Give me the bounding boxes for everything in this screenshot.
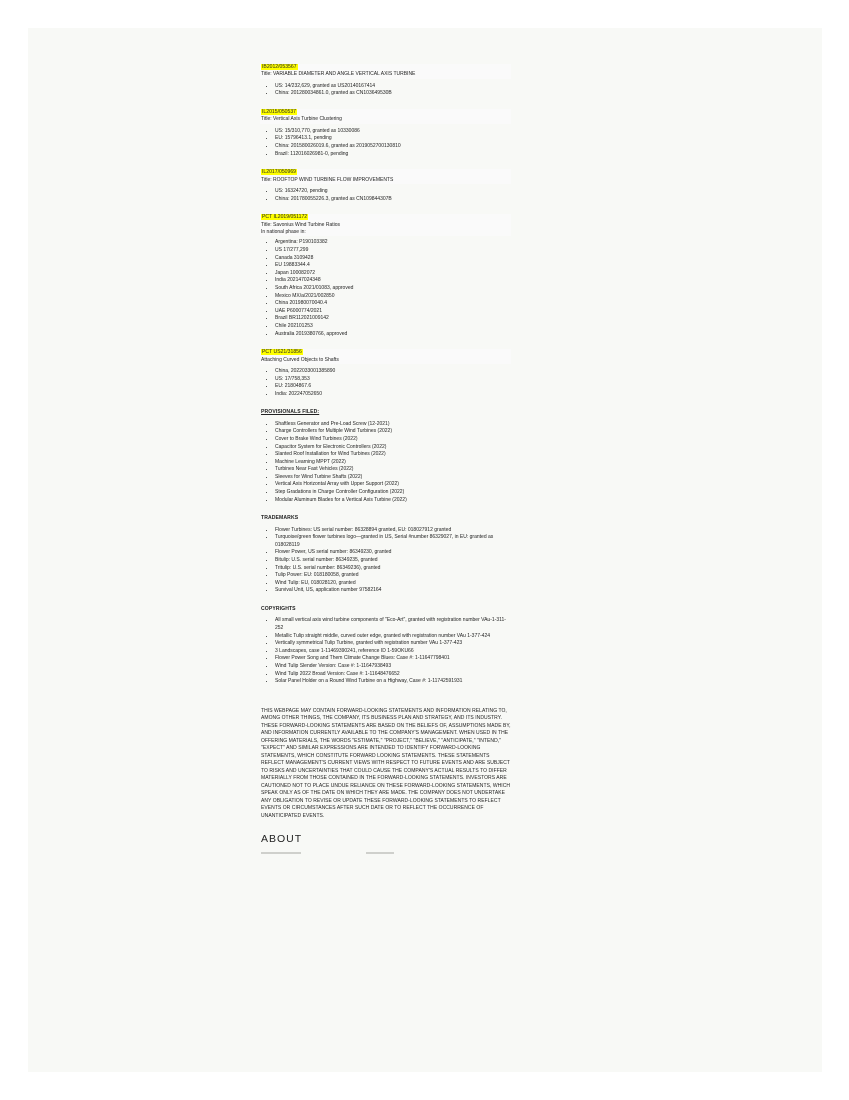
- patent-title: Title: Vertical Axis Turbine Clustering: [261, 116, 342, 123]
- list-item: • Slanted Roof Installation for Wind Turbines (2022): [275, 451, 511, 459]
- list-item: • Argentina: P190103382: [275, 239, 511, 247]
- list-item: • Solar Panel Holder on a Round Wind Turbine on a Highway, Case #: 1-11742591931: [275, 678, 511, 686]
- trademarks-heading: TRADEMARKS: [261, 515, 299, 522]
- list-item: • EU 19883344.4: [275, 262, 511, 270]
- patent-subtitle: In national phase in:: [261, 229, 306, 235]
- list-item: • Wind Tulip Slender Version: Case #: 1-11647938493: [275, 663, 511, 671]
- about-heading: ABOUT: [261, 833, 303, 846]
- forward-looking-disclaimer: THIS WEBPAGE MAY CONTAIN FORWARD-LOOKING STATEMENTS AND INFORMATION RELATING TO, AMONG OTHER THINGS, THE COMPANY, ITS BUSINESS PLAN AND STRATEGY, AND ITS INDUSTRY. THESE FORWARD-LOOKING STATEMENTS ARE BASED ON THE BELIEFS OF, ASSUMPTIONS MADE BY, AND INFORMATION CURRENTLY AVAILABLE TO THE COMPANY'S MANAGEMENT. WHEN USED IN THE OFFERING MATERIALS, THE WORDS "ESTIMATE," "PROJECT," "BELIEVE," "ANTICIPATE," "INTEND," "EXPECT" AND SIMILAR EXPRESSIONS ARE INTENDED TO IDENTIFY FORWARD-LOOKING STATEMENTS, WHICH CONSTITUTE FORWARD LOOKING STATEMENTS. THESE STATEMENTS REFLECT MANAGEMENT'S CURRENT VIEWS WITH RESPECT TO FUTURE EVENTS AND ARE SUBJECT TO RISKS AND UNCERTAINTIES THAT COULD CAUSE THE COMPANY'S ACTUAL RESULTS TO DIFFER MATERIALLY FROM THOSE CONTAINED IN THE FORWARD-LOOKING STATEMENTS. INVESTORS ARE CAUTIONED NOT TO PLACE UNDUE RELIANCE ON THESE FORWARD-LOOKING STATEMENTS, WHICH SPEAK ONLY AS OF THE DATE ON WHICH THEY ARE MADE. THE COMPANY DOES NOT UNDERTAKE ANY OBLIGATION TO REVISE OR UPDATE THESE FORWARD-LOOKING STATEMENTS TO REFLECT EVENTS OR CIRCUMSTANCES AFTER SUCH DATE OR TO REFLECT THE OCCURRENCE OF UNANTICIPATED EVENTS.: [261, 707, 511, 819]
- patent-id: IL2015/050537: [262, 109, 296, 115]
- list-item: • Mexico MX/a/2021/002850: [275, 293, 511, 301]
- copyrights-heading: COPYRIGHTS: [261, 606, 296, 612]
- page-background: [28, 28, 822, 1072]
- patent-header: [260, 169, 511, 184]
- list-item: • Survival Unit, US, application number 97582164: [275, 587, 511, 595]
- list-item: • Tritulip: U.S. serial number: 86349236), granted: [275, 565, 511, 573]
- patent-title: Title: VARIABLE DIAMETER AND ANGLE VERTICAL AXIS TURBINE: [261, 71, 416, 78]
- trademarks-list: [261, 527, 511, 595]
- list-item: • Australia 2019380766, approved: [275, 331, 511, 339]
- list-item: • Step Gradations in Charge Controller Configuration (2022): [275, 489, 511, 497]
- list-item: • Capacitor System for Electronic Controllers (2022): [275, 444, 511, 452]
- list-item: • Flower Power Song and Them Climate Change Blues: Case #: 1-11647798401: [275, 655, 511, 663]
- list-item: • China, 2022033001385890: [275, 368, 511, 376]
- patent-list: [261, 188, 511, 203]
- patent-header: [260, 109, 511, 124]
- list-item: • India: 202247052650: [275, 391, 511, 399]
- list-item: • Flower Power, US serial number: 86349230, granted: [275, 549, 511, 557]
- patent-header: [260, 64, 511, 79]
- patent-block: [261, 169, 511, 203]
- patent-header: [260, 349, 511, 364]
- list-item: • Brazil BR112021009142: [275, 315, 511, 323]
- list-item: • Wind Tulip: EU, 018028120, granted: [275, 580, 511, 588]
- patent-id: IL2017/050969: [262, 169, 296, 176]
- list-item: • Flower Turbines: US serial number: 86328894 granted, EU: 018027912 granted: [275, 527, 511, 535]
- list-item: • US: 17/758,353: [275, 376, 511, 384]
- list-item: • Shaftless Generator and Pre-Load Screw (12-2021): [275, 421, 511, 429]
- list-item: • Charge Controllers for Multiple Wind Turbines (2022): [275, 428, 511, 436]
- main-content: [261, 64, 511, 856]
- list-item: • China 201980070040.4: [275, 300, 511, 308]
- list-item: • UAE P6000774/2021: [275, 308, 511, 316]
- list-item: • Canada 3109428: [275, 255, 511, 263]
- list-item: • EU: 21804867.6: [275, 383, 511, 391]
- patent-title: Title: ROOFTOP WIND TURBINE FLOW IMPROVEMENTS: [261, 176, 394, 183]
- list-item: • US: 15/310,770, granted as 10330086: [275, 128, 511, 136]
- patent-title: Title: Savonius Wind Turbine Ratios: [261, 221, 341, 228]
- patent-id: IB2012/053567: [262, 64, 297, 70]
- provisionals-list: [261, 421, 511, 505]
- list-item: • Cover to Brake Wind Turbines (2022): [275, 436, 511, 444]
- list-item: • Vertically symmetrical Tulip Turbine, granted with registration number VAu 1-377-423: [275, 640, 511, 648]
- patent-block: [261, 109, 511, 158]
- list-item: • 3 Landscapes, case 1-11469390241, reference ID 1-59OKU66: [275, 648, 511, 656]
- list-item: • China: 201280034861.0, granted as CN103649530B: [275, 90, 511, 98]
- patent-block: [261, 214, 511, 338]
- list-item: • US: 14/232,629, granted as US20140167414: [275, 83, 511, 91]
- list-item: • Turbines Near Fast Vehicles (2022): [275, 466, 511, 474]
- list-item: • Japan 100082072: [275, 270, 511, 278]
- patent-id: PCT US21/31856: [262, 349, 302, 356]
- list-item: • Vertical Axis Horizontal Array with Upper Support (2022): [275, 481, 511, 489]
- patent-list: [261, 368, 511, 398]
- list-item: • Sleeves for Wind Turbine Shafts (2022): [275, 474, 511, 482]
- list-item: • Tulip Power: EU: 018180058, granted: [275, 572, 511, 580]
- patent-list: [261, 239, 511, 338]
- list-item: • All small vertical axis wind turbine components of "Eco-Art", granted with registration number VAu-1-311-252: [275, 617, 511, 632]
- list-item: • Chile 202101253: [275, 323, 511, 331]
- about-footer-placeholder: [261, 852, 511, 856]
- list-item: • Machine Learning MPPT (2022): [275, 459, 511, 467]
- list-item: • Turquoise/green flower turbines logo—granted in US, Serial #number 86329027, in EU: granted as 018028119: [275, 534, 511, 549]
- list-item: • China: 201580026019.6, granted as 2019052700130810: [275, 143, 511, 151]
- patent-list: [261, 83, 511, 98]
- list-item: • China: 201780055226.3, granted as CN109844307B: [275, 196, 511, 204]
- list-item: • US 17/277,299: [275, 247, 511, 255]
- copyrights-list: [261, 617, 511, 685]
- list-item: • US: 16324720, pending: [275, 188, 511, 196]
- list-item: • South Africa 2021/01083, approved: [275, 285, 511, 293]
- list-item: • Brazil: 112016026981-0, pending: [275, 151, 511, 159]
- patent-block: [261, 349, 511, 398]
- list-item: • Metallic Tulip straight middle, curved outer edge, granted with registration number VAu 1-377-424: [275, 633, 511, 641]
- provisionals-heading: PROVISIONALS FILED:: [261, 409, 320, 416]
- list-item: • Bitulip: U.S. serial number: 86349235, granted: [275, 557, 511, 565]
- patent-header: [260, 214, 511, 236]
- patent-list: [261, 128, 511, 158]
- list-item: • Wind Tulip 2022 Broad Version: Case #: 1-11648476652: [275, 671, 511, 679]
- patent-id: PCT IL2019/051172: [262, 214, 308, 221]
- list-item: • India 202147024348: [275, 277, 511, 285]
- list-item: • EU: 15796413.1, pending: [275, 135, 511, 143]
- patent-title: Attaching Curved Objects to Shafts: [261, 356, 339, 363]
- list-item: • Modular Aluminum Blades for a Vertical Axis Turbine (2022): [275, 497, 511, 505]
- patent-block: [261, 64, 511, 98]
